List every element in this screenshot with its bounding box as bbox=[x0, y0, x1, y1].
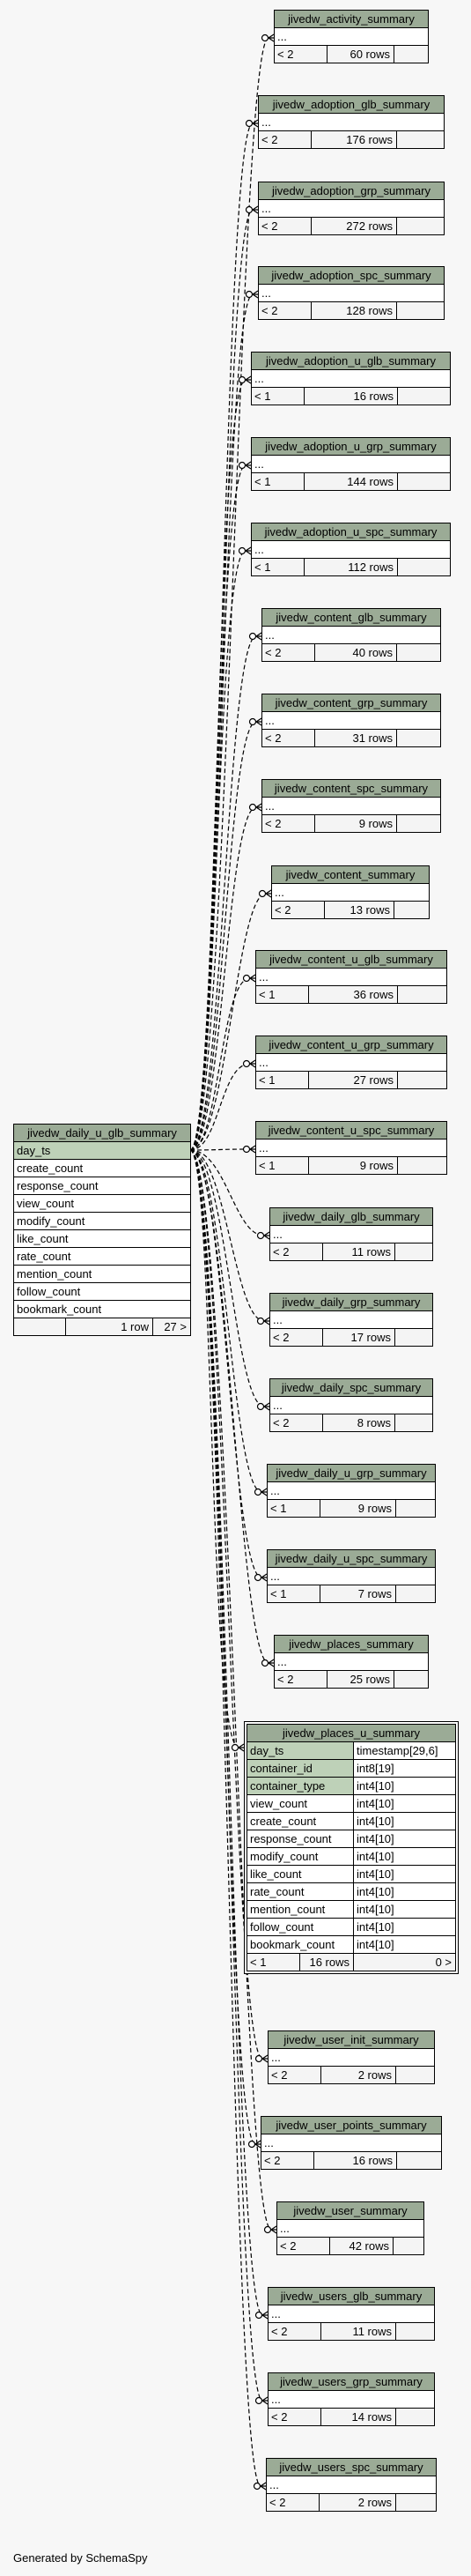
children-cell bbox=[395, 1329, 432, 1346]
collapsed-columns: ... bbox=[267, 2476, 436, 2494]
optional-marker bbox=[256, 2056, 262, 2062]
table-title: jivedw_users_spc_summary bbox=[267, 2459, 436, 2476]
optional-marker bbox=[262, 1660, 269, 1667]
table-title: jivedw_adoption_u_grp_summary bbox=[252, 438, 450, 456]
table-jivedw_activity_summary[interactable] bbox=[274, 10, 429, 63]
column-view_count bbox=[247, 1795, 455, 1813]
column-name: follow_count bbox=[247, 1919, 354, 1935]
row-count: 60 rows bbox=[327, 46, 394, 63]
row-count: 2 rows bbox=[321, 2067, 396, 2083]
table-jivedw_content_glb_summary[interactable] bbox=[261, 608, 441, 662]
table-title: jivedw_daily_u_spc_summary bbox=[268, 1550, 435, 1568]
column-type: int8[19] bbox=[357, 1762, 394, 1775]
children-cell bbox=[397, 218, 444, 234]
parents-count: < 2 bbox=[259, 302, 312, 319]
table-title: jivedw_daily_spc_summary bbox=[270, 1379, 432, 1397]
column-name: container_id bbox=[247, 1760, 354, 1777]
table-jivedw_content_grp_summary[interactable] bbox=[261, 694, 441, 747]
row-count: 8 rows bbox=[323, 1414, 395, 1431]
optional-marker bbox=[249, 2142, 255, 2148]
parents-count: < 2 bbox=[269, 2323, 321, 2340]
table-jivedw_places_summary[interactable] bbox=[274, 1635, 429, 1689]
collapsed-columns: ... bbox=[270, 1311, 432, 1329]
optional-marker bbox=[256, 2398, 262, 2404]
relationship-edge bbox=[190, 1149, 250, 1150]
column-name: like_count bbox=[247, 1866, 354, 1882]
row-count: 42 rows bbox=[330, 2238, 394, 2254]
table-title: jivedw_content_u_glb_summary bbox=[256, 951, 446, 969]
children-cell bbox=[396, 2323, 434, 2340]
parents-count: < 2 bbox=[272, 902, 325, 918]
children-cell bbox=[396, 1585, 435, 1602]
parents-count: < 2 bbox=[270, 1329, 323, 1346]
collapsed-columns: ... bbox=[252, 456, 450, 473]
column-name: day_ts bbox=[247, 1742, 354, 1759]
table-title: jivedw_content_u_grp_summary bbox=[256, 1036, 446, 1054]
column-response_count bbox=[247, 1830, 455, 1848]
row-count: 144 rows bbox=[305, 473, 398, 490]
column-type: int4[10] bbox=[357, 1903, 394, 1916]
children-cell bbox=[397, 131, 444, 148]
table-jivedw_daily_spc_summary[interactable] bbox=[269, 1378, 433, 1432]
row-count: 13 rows bbox=[325, 902, 394, 918]
column-bookmark_count bbox=[247, 1936, 455, 1954]
parents-count: < 1 bbox=[268, 1585, 320, 1602]
table-jivedw_users_grp_summary[interactable] bbox=[268, 2372, 435, 2426]
table-title: jivedw_user_init_summary bbox=[269, 2031, 434, 2049]
relationship-edge bbox=[190, 1150, 264, 1407]
column-name: bookmark_count bbox=[247, 1936, 354, 1953]
relationship-edge bbox=[190, 722, 256, 1150]
table-title: jivedw_daily_grp_summary bbox=[270, 1294, 432, 1311]
table-jivedw_adoption_spc_summary[interactable] bbox=[258, 266, 445, 320]
relationship-edge bbox=[190, 551, 246, 1150]
row-count: 16 rows bbox=[314, 2152, 397, 2169]
collapsed-columns: ... bbox=[256, 1054, 446, 1072]
optional-marker bbox=[244, 976, 250, 982]
children-cell bbox=[398, 1157, 446, 1174]
table-title: jivedw_activity_summary bbox=[275, 11, 428, 28]
table-jivedw_daily_u_grp_summary[interactable] bbox=[267, 1464, 436, 1518]
column-type: int4[10] bbox=[357, 1779, 394, 1793]
row-count: 1 row bbox=[66, 1318, 153, 1335]
row-count: 112 rows bbox=[305, 559, 398, 575]
optional-marker bbox=[250, 805, 256, 811]
children-cell bbox=[396, 1500, 435, 1517]
table-jivedw_adoption_u_spc_summary[interactable] bbox=[251, 523, 451, 576]
collapsed-columns: ... bbox=[262, 798, 440, 815]
table-footer bbox=[256, 1072, 446, 1088]
children-cell bbox=[394, 1671, 428, 1688]
optional-marker bbox=[258, 1318, 264, 1325]
optional-marker bbox=[250, 634, 256, 640]
table-jivedw_adoption_u_glb_summary[interactable] bbox=[251, 352, 451, 405]
column-view_count: view_count bbox=[14, 1195, 190, 1213]
children-cell bbox=[394, 902, 429, 918]
parents-count: < 2 bbox=[269, 2409, 321, 2425]
column-type: int4[10] bbox=[357, 1885, 394, 1898]
parents-count: < 2 bbox=[275, 1671, 327, 1688]
column-type: int4[10] bbox=[357, 1850, 394, 1863]
table-title: jivedw_user_summary bbox=[277, 2202, 423, 2220]
table-footer bbox=[247, 1954, 455, 1971]
optional-marker bbox=[250, 719, 256, 725]
table-title: jivedw_content_glb_summary bbox=[262, 609, 440, 627]
collapsed-columns: ... bbox=[256, 969, 446, 986]
optional-marker bbox=[262, 35, 269, 41]
parents-count: < 2 bbox=[259, 218, 312, 234]
parents-count: < 1 bbox=[256, 1072, 309, 1088]
table-jivedw_content_spc_summary[interactable] bbox=[261, 779, 441, 833]
table-footer bbox=[259, 131, 444, 148]
table-footer bbox=[270, 1243, 432, 1260]
optional-marker bbox=[255, 1489, 261, 1496]
optional-marker bbox=[254, 2483, 261, 2490]
column-type: int4[10] bbox=[357, 1832, 394, 1845]
table-title: jivedw_adoption_grp_summary bbox=[259, 182, 444, 200]
table-title: jivedw_places_summary bbox=[275, 1636, 428, 1653]
parents-count: < 1 bbox=[268, 1500, 320, 1517]
row-count: 128 rows bbox=[312, 302, 397, 319]
collapsed-columns: ... bbox=[270, 1226, 432, 1243]
relationship-edge bbox=[190, 1150, 264, 1321]
parents-count: < 2 bbox=[270, 1243, 323, 1260]
row-count: 27 rows bbox=[309, 1072, 398, 1088]
table-footer bbox=[252, 473, 450, 490]
table-jivedw_adoption_u_grp_summary[interactable] bbox=[251, 437, 451, 491]
parents-count: < 2 bbox=[270, 1414, 323, 1431]
optional-marker bbox=[258, 1233, 264, 1239]
row-count: 40 rows bbox=[315, 644, 397, 661]
parents-count: < 2 bbox=[269, 2067, 321, 2083]
children-cell bbox=[398, 1072, 446, 1088]
column-name: rate_count bbox=[247, 1883, 354, 1900]
row-count: 7 rows bbox=[320, 1585, 396, 1602]
column-type: int4[10] bbox=[357, 1920, 394, 1934]
column-bookmark_count: bookmark_count bbox=[14, 1301, 190, 1318]
parents-count: < 1 bbox=[247, 1954, 300, 1971]
optional-marker bbox=[239, 377, 246, 383]
table-title: jivedw_users_grp_summary bbox=[269, 2373, 434, 2391]
row-count: 16 rows bbox=[305, 388, 398, 405]
table-footer bbox=[277, 2238, 423, 2254]
optional-marker bbox=[239, 548, 246, 554]
optional-marker bbox=[244, 1147, 250, 1153]
collapsed-columns: ... bbox=[269, 2305, 434, 2323]
collapsed-columns: ... bbox=[268, 1568, 435, 1585]
collapsed-columns: ... bbox=[259, 200, 444, 218]
optional-marker bbox=[247, 121, 253, 127]
table-jivedw_user_init_summary[interactable] bbox=[268, 2030, 435, 2084]
collapsed-columns: ... bbox=[269, 2391, 434, 2409]
column-follow_count: follow_count bbox=[14, 1283, 190, 1301]
column-container_type bbox=[247, 1778, 455, 1795]
table-title: jivedw_adoption_spc_summary bbox=[259, 267, 444, 285]
collapsed-columns: ... bbox=[252, 541, 450, 559]
table-jivedw_places_u_summary[interactable] bbox=[244, 1721, 459, 1974]
optional-marker bbox=[255, 1575, 261, 1581]
table-jivedw_content_u_glb_summary[interactable] bbox=[255, 950, 447, 1004]
collapsed-columns: ... bbox=[256, 1140, 446, 1157]
table-footer bbox=[262, 815, 440, 832]
children-cell bbox=[397, 815, 440, 832]
row-count: 2 rows bbox=[320, 2494, 396, 2511]
parents-count: < 2 bbox=[262, 644, 315, 661]
table-footer bbox=[275, 1671, 428, 1688]
column-day_ts bbox=[247, 1742, 455, 1760]
optional-marker bbox=[265, 2227, 271, 2233]
table-title: jivedw_places_u_summary bbox=[247, 1725, 455, 1742]
column-follow_count bbox=[247, 1919, 455, 1936]
column-day_ts: day_ts bbox=[14, 1142, 190, 1160]
collapsed-columns: ... bbox=[262, 627, 440, 644]
row-count: 16 rows bbox=[300, 1954, 354, 1971]
table-footer bbox=[261, 2152, 441, 2169]
collapsed-columns: ... bbox=[259, 114, 444, 131]
children-cell bbox=[398, 986, 446, 1003]
collapsed-columns: ... bbox=[259, 285, 444, 302]
table-jivedw_daily_u_spc_summary[interactable] bbox=[267, 1549, 436, 1603]
collapsed-columns: ... bbox=[261, 2134, 441, 2152]
column-response_count: response_count bbox=[14, 1177, 190, 1195]
optional-marker bbox=[239, 463, 246, 469]
table-title: jivedw_content_spc_summary bbox=[262, 780, 440, 798]
collapsed-columns: ... bbox=[275, 28, 428, 46]
children-cell bbox=[398, 559, 450, 575]
table-jivedw_content_u_spc_summary[interactable] bbox=[255, 1121, 447, 1175]
optional-marker bbox=[247, 292, 253, 298]
table-title: jivedw_user_points_summary bbox=[261, 2117, 441, 2134]
relationship-edge bbox=[190, 1150, 271, 2230]
table-footer bbox=[256, 986, 446, 1003]
optional-marker bbox=[258, 1404, 264, 1410]
parents-count: < 2 bbox=[262, 730, 315, 746]
row-count: 14 rows bbox=[321, 2409, 396, 2425]
table-footer bbox=[270, 1329, 432, 1346]
row-count: 176 rows bbox=[312, 131, 397, 148]
row-count: 9 rows bbox=[309, 1157, 398, 1174]
table-jivedw_user_summary[interactable] bbox=[276, 2201, 424, 2255]
children-cell bbox=[397, 302, 444, 319]
table-jivedw_daily_u_glb_summary[interactable] bbox=[13, 1124, 191, 1336]
column-like_count bbox=[247, 1866, 455, 1883]
children-cell bbox=[395, 1414, 432, 1431]
table-title: jivedw_content_grp_summary bbox=[262, 694, 440, 712]
parents-count: < 2 bbox=[259, 131, 312, 148]
parents-count: < 1 bbox=[252, 473, 305, 490]
column-modify_count bbox=[247, 1848, 455, 1866]
row-count: 36 rows bbox=[309, 986, 398, 1003]
children-cell bbox=[398, 388, 450, 405]
table-footer bbox=[275, 46, 428, 63]
table-title: jivedw_adoption_u_glb_summary bbox=[252, 353, 450, 370]
table-footer bbox=[268, 1500, 435, 1517]
relationship-edge bbox=[190, 210, 253, 1150]
children-cell bbox=[396, 2067, 434, 2083]
table-footer bbox=[270, 1414, 432, 1431]
table-jivedw_content_summary[interactable] bbox=[271, 865, 430, 919]
table-jivedw_daily_glb_summary[interactable] bbox=[269, 1207, 433, 1261]
children-cell bbox=[396, 2409, 434, 2425]
optional-marker bbox=[232, 1745, 239, 1751]
collapsed-columns: ... bbox=[275, 1653, 428, 1671]
table-footer bbox=[267, 2494, 436, 2511]
table-footer bbox=[252, 559, 450, 575]
table-title: jivedw_daily_u_grp_summary bbox=[268, 1465, 435, 1482]
table-jivedw_user_points_summary[interactable] bbox=[261, 2116, 442, 2170]
column-rate_count: rate_count bbox=[14, 1248, 190, 1266]
table-footer bbox=[262, 730, 440, 746]
table-footer bbox=[269, 2409, 434, 2425]
table-jivedw_adoption_glb_summary[interactable] bbox=[258, 95, 445, 149]
column-name: modify_count bbox=[247, 1848, 354, 1865]
column-name: container_type bbox=[247, 1778, 354, 1794]
table-title: jivedw_adoption_u_spc_summary bbox=[252, 523, 450, 541]
parents-count: < 2 bbox=[262, 815, 315, 832]
collapsed-columns: ... bbox=[272, 884, 429, 902]
children-count: 0 > bbox=[435, 1956, 452, 1969]
table-footer bbox=[272, 902, 429, 918]
row-count: 11 rows bbox=[321, 2323, 396, 2340]
column-type: int4[10] bbox=[357, 1815, 394, 1828]
table-title: jivedw_daily_u_glb_summary bbox=[14, 1125, 190, 1142]
column-type: int4[10] bbox=[357, 1797, 394, 1810]
table-footer bbox=[269, 2323, 434, 2340]
parents-count: < 1 bbox=[252, 388, 305, 405]
column-name: response_count bbox=[247, 1830, 354, 1847]
row-count: 31 rows bbox=[315, 730, 397, 746]
relationship-edge bbox=[190, 294, 253, 1150]
collapsed-columns: ... bbox=[252, 370, 450, 388]
children-cell bbox=[397, 730, 440, 746]
table-footer bbox=[259, 218, 444, 234]
column-mention_count bbox=[247, 1901, 455, 1919]
column-like_count: like_count bbox=[14, 1230, 190, 1248]
children-cell bbox=[394, 46, 428, 63]
optional-marker bbox=[260, 891, 266, 897]
table-title: jivedw_adoption_glb_summary bbox=[259, 96, 444, 114]
column-type: int4[10] bbox=[357, 1938, 394, 1951]
column-modify_count: modify_count bbox=[14, 1213, 190, 1230]
children-cell bbox=[395, 1243, 432, 1260]
table-jivedw_content_u_grp_summary[interactable] bbox=[255, 1036, 447, 1089]
optional-marker bbox=[256, 2312, 262, 2319]
column-name: mention_count bbox=[247, 1901, 354, 1918]
collapsed-columns: ... bbox=[269, 2049, 434, 2067]
children-cell bbox=[397, 644, 440, 661]
children-cell bbox=[397, 2152, 441, 2169]
collapsed-columns: ... bbox=[262, 712, 440, 730]
table-footer bbox=[14, 1318, 190, 1335]
table-footer bbox=[269, 2067, 434, 2083]
table-footer bbox=[256, 1157, 446, 1174]
table-jivedw_daily_grp_summary[interactable] bbox=[269, 1293, 433, 1347]
column-mention_count: mention_count bbox=[14, 1266, 190, 1283]
table-jivedw_adoption_grp_summary[interactable] bbox=[258, 182, 445, 235]
parents-count: < 1 bbox=[252, 559, 305, 575]
column-container_id bbox=[247, 1760, 455, 1778]
table-footer bbox=[252, 388, 450, 405]
optional-marker bbox=[247, 207, 253, 213]
column-create_count: create_count bbox=[14, 1160, 190, 1177]
column-create_count bbox=[247, 1813, 455, 1830]
table-title: jivedw_content_summary bbox=[272, 866, 429, 884]
collapsed-columns: ... bbox=[268, 1482, 435, 1500]
table-title: jivedw_content_u_spc_summary bbox=[256, 1122, 446, 1140]
children-cell bbox=[394, 2238, 423, 2254]
parents-cell bbox=[14, 1318, 66, 1335]
table-footer bbox=[262, 644, 440, 661]
column-name: create_count bbox=[247, 1813, 354, 1830]
row-count: 272 rows bbox=[312, 218, 397, 234]
parents-count: < 2 bbox=[277, 2238, 330, 2254]
parents-count: < 2 bbox=[261, 2152, 314, 2169]
table-footer bbox=[259, 302, 444, 319]
children-cell bbox=[398, 473, 450, 490]
row-count: 9 rows bbox=[315, 815, 397, 832]
column-type: timestamp[29,6] bbox=[357, 1744, 438, 1757]
relationship-edge bbox=[190, 978, 250, 1150]
parents-count: < 2 bbox=[275, 46, 327, 63]
generated-by-label: Generated by SchemaSpy bbox=[13, 2551, 148, 2565]
column-name: view_count bbox=[247, 1795, 354, 1812]
parents-count: < 1 bbox=[256, 986, 309, 1003]
parents-count: < 1 bbox=[256, 1157, 309, 1174]
column-type: int4[10] bbox=[357, 1867, 394, 1881]
table-jivedw_users_glb_summary[interactable] bbox=[268, 2287, 435, 2341]
collapsed-columns: ... bbox=[277, 2220, 423, 2238]
collapsed-columns: ... bbox=[270, 1397, 432, 1414]
row-count: 25 rows bbox=[327, 1671, 394, 1688]
row-count: 9 rows bbox=[320, 1500, 396, 1517]
table-jivedw_users_spc_summary[interactable] bbox=[266, 2458, 437, 2512]
row-count: 11 rows bbox=[323, 1243, 395, 1260]
table-footer bbox=[268, 1585, 435, 1602]
children-count: 27 > bbox=[164, 1320, 187, 1333]
children-cell bbox=[396, 2494, 436, 2511]
table-title: jivedw_users_glb_summary bbox=[269, 2288, 434, 2305]
parents-count: < 2 bbox=[267, 2494, 320, 2511]
table-title: jivedw_daily_glb_summary bbox=[270, 1208, 432, 1226]
row-count: 17 rows bbox=[323, 1329, 395, 1346]
optional-marker bbox=[244, 1061, 250, 1067]
column-rate_count bbox=[247, 1883, 455, 1901]
